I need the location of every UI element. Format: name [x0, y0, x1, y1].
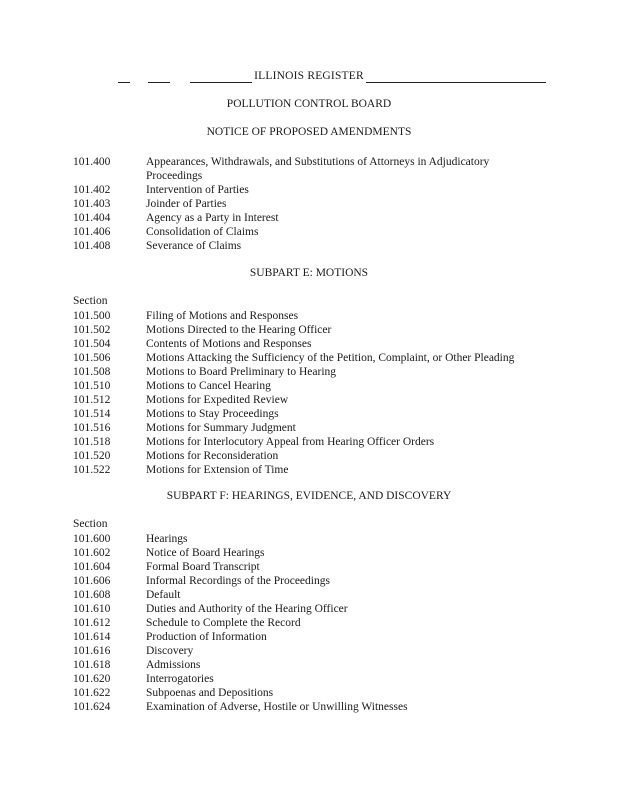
section-label: Section	[73, 518, 108, 530]
section-number: 101.403	[73, 198, 111, 210]
section-title: Motions for Summary Judgment	[146, 422, 296, 434]
section-title: Consolidation of Claims	[146, 226, 259, 238]
section-number: 101.608	[73, 589, 111, 601]
section-title: Informal Recordings of the Proceedings	[146, 575, 330, 587]
subpart-e-heading: SUBPART E: MOTIONS	[249, 267, 369, 279]
section-title: Intervention of Parties	[146, 184, 249, 196]
section-title: Schedule to Complete the Record	[146, 617, 301, 629]
section-title: Formal Board Transcript	[146, 561, 260, 573]
header-rule-left-2	[148, 82, 170, 83]
section-title: Examination of Adverse, Hostile or Unwilling Witnesses	[146, 701, 408, 713]
section-title: Joinder of Parties	[146, 198, 227, 210]
section-title: Agency as a Party in Interest	[146, 212, 279, 224]
section-number: 101.616	[73, 645, 111, 657]
section-number: 101.602	[73, 547, 111, 559]
section-number: 101.600	[73, 533, 111, 545]
section-number: 101.614	[73, 631, 111, 643]
section-number: 101.400	[73, 156, 111, 168]
section-number: 101.404	[73, 212, 111, 224]
section-number: 101.604	[73, 561, 111, 573]
header-rule-left-3	[190, 82, 252, 83]
section-number: 101.408	[73, 240, 111, 252]
section-number: 101.510	[73, 380, 111, 392]
section-number: 101.622	[73, 687, 111, 699]
section-number: 101.620	[73, 673, 111, 685]
section-title: Admissions	[146, 659, 201, 671]
section-title: Contents of Motions and Responses	[146, 338, 312, 350]
section-number: 101.516	[73, 422, 111, 434]
section-title: Motions Directed to the Hearing Officer	[146, 324, 332, 336]
subpart-f-heading: SUBPART F: HEARINGS, EVIDENCE, AND DISCOVERY	[166, 490, 452, 502]
section-title: Motions to Cancel Hearing	[146, 380, 271, 392]
section-number: 101.618	[73, 659, 111, 671]
agency-name: POLLUTION CONTROL BOARD	[226, 98, 392, 110]
section-title: Motions Attacking the Sufficiency of the Petition, Complaint, or Other Pleading	[146, 352, 515, 364]
register-title: ILLINOIS REGISTER	[254, 70, 364, 82]
section-title-continuation: Proceedings	[146, 170, 203, 182]
section-title: Motions to Stay Proceedings	[146, 408, 279, 420]
section-title: Motions for Extension of Time	[146, 464, 289, 476]
section-number: 101.610	[73, 603, 111, 615]
section-title: Motions for Expedited Review	[146, 394, 289, 406]
section-number: 101.506	[73, 352, 111, 364]
section-number: 101.624	[73, 701, 111, 713]
section-title: Appearances, Withdrawals, and Substitutions of Attorneys in Adjudicatory	[146, 156, 490, 168]
section-title: Production of Information	[146, 631, 267, 643]
section-number: 101.406	[73, 226, 111, 238]
section-title: Duties and Authority of the Hearing Officer	[146, 603, 348, 615]
section-title: Default	[146, 589, 181, 601]
section-number: 101.514	[73, 408, 111, 420]
header-rule-left	[118, 82, 130, 83]
notice-title: NOTICE OF PROPOSED AMENDMENTS	[206, 126, 412, 138]
section-number: 101.508	[73, 366, 111, 378]
section-title: Discovery	[146, 645, 194, 657]
section-title: Severance of Claims	[146, 240, 242, 252]
section-label: Section	[73, 295, 108, 307]
section-number: 101.522	[73, 464, 111, 476]
section-title: Motions for Interlocutory Appeal from Hearing Officer Orders	[146, 436, 435, 448]
section-title: Interrogatories	[146, 673, 214, 685]
section-title: Motions for Reconsideration	[146, 450, 279, 462]
section-number: 101.402	[73, 184, 111, 196]
section-number: 101.606	[73, 575, 111, 587]
section-number: 101.612	[73, 617, 111, 629]
section-number: 101.512	[73, 394, 111, 406]
section-number: 101.502	[73, 324, 111, 336]
section-title: Notice of Board Hearings	[146, 547, 265, 559]
section-title: Subpoenas and Depositions	[146, 687, 274, 699]
section-number: 101.504	[73, 338, 111, 350]
header-rule-right	[366, 82, 546, 83]
section-number: 101.518	[73, 436, 111, 448]
section-title: Hearings	[146, 533, 188, 545]
section-number: 101.500	[73, 310, 111, 322]
section-title: Filing of Motions and Responses	[146, 310, 299, 322]
section-number: 101.520	[73, 450, 111, 462]
section-title: Motions to Board Preliminary to Hearing	[146, 366, 337, 378]
